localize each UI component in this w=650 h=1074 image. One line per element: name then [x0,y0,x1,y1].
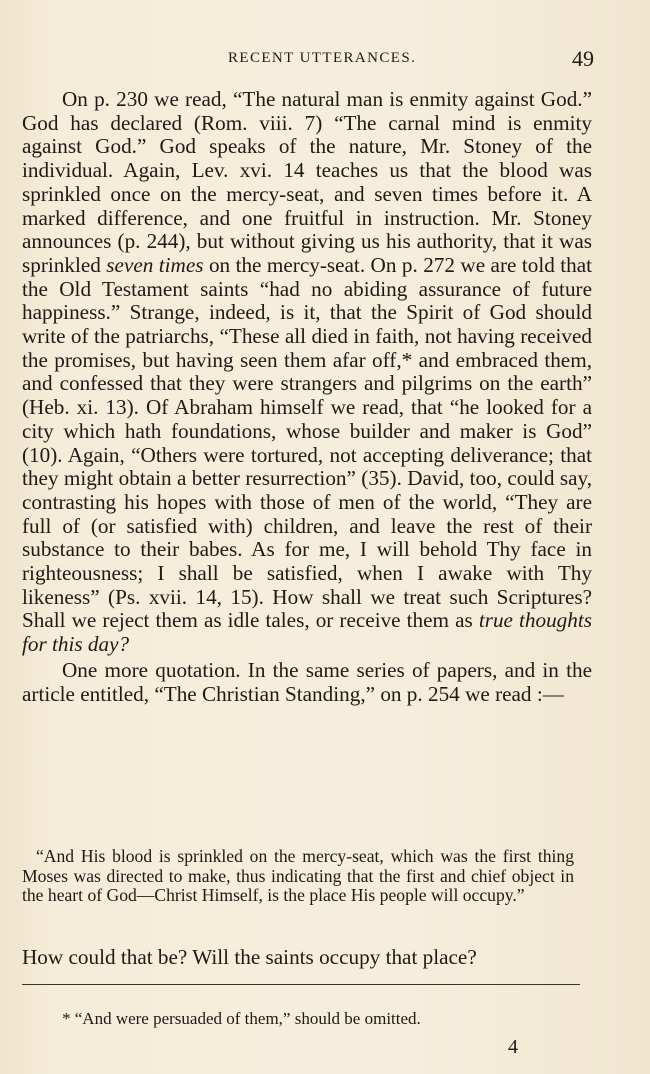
signature-mark: 4 [508,1036,518,1058]
block-quote [22,847,574,906]
after-quote-line: How could that be? Will the saints occupy that place? [22,945,477,969]
italic-seven-times: seven times [106,252,204,277]
body-text [22,88,592,706]
page-number: 49 [572,46,594,71]
paragraph-1-part-a: On p. 230 we read, “The natural man is enmity against God.” God has declared (Rom. viii. 7) “The carnal mind is enmity against God.” God speaks of the nature, Mr. Stoney of the individual. Again, Lev. xvi. 14 teaches us that the blood was sprinkled once on the mercy-seat, and seven times before it. A marked difference, and one fruitful in instruction. Mr. Stoney announces (p. 244), but without giving us his authority, that it was sprinkled [22,87,592,277]
italic-true-thoughts: true thoughts for this day? [22,608,592,657]
running-head [0,46,650,76]
footnote: * “And were persuaded of them,” should be omitted. [62,1009,421,1028]
paragraph-1 [22,88,592,657]
paragraph-2: One more quotation. In the same series of papers, and in the article entitled, “The Christian Standing,” on p. 254 we read :— [22,657,592,706]
block-quote-text: “And His blood is sprinkled on the mercy-seat, which was the first thing Moses was directed to make, thus indicating that the first and chief object in the heart of God—Christ Himself, is the place His people will occupy.” [22,846,574,906]
running-title: RECENT UTTERANCES. [228,50,417,66]
footnote-divider [22,984,580,985]
paragraph-1-part-b: on the mercy-seat. On p. 272 we are told that the Old Testament saints “had no abiding assurance of future happiness.” Strange, indeed, is it, that the Spirit of God should write of the patriarchs, “These all died in faith, not having received the promises, but having seen them afar off,* and embraced them, and confessed that they were strangers and pilgrims on the earth” (Heb. xi. 13). Of Abraham himself we read, that “he looked for a city which hath foundations, whose builder and maker is God” (10). Again, “Others were tortured, not accepting deliverance; that they might obtain a better resurrection” (35). David, too, could say, contrasting his hopes with those of men of the world, “They are full of (or satisfied with) children, and leave the rest of their substance to their babes. As for me, I will behold Thy face in righteousness; I shall be satisfied, when I awake with Thy likeness” (Ps. xvii. 14, 15). How shall we treat such Scriptures? Shall we reject them as idle tales, or receive them as [22,252,593,633]
